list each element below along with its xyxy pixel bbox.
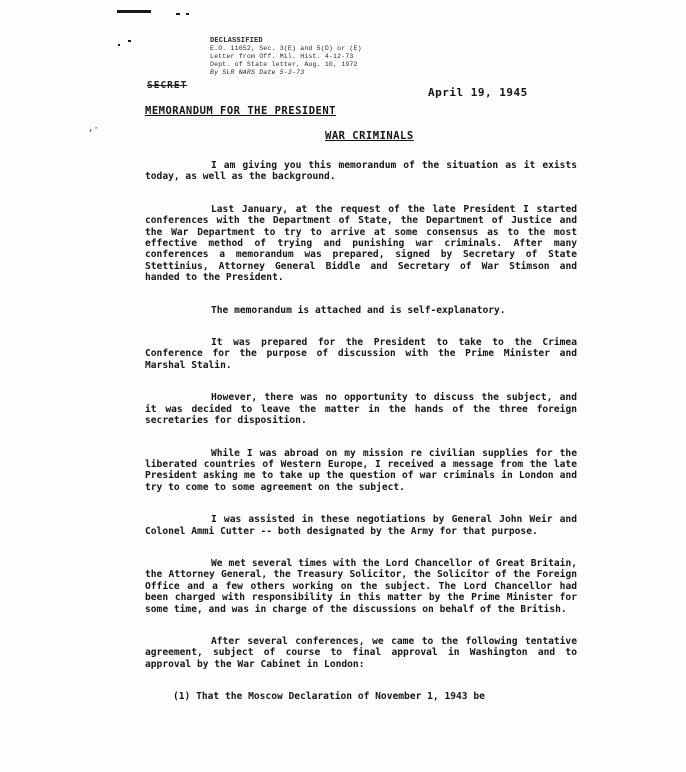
memo-body xyxy=(145,160,577,724)
stamp-line-3: Dept. of State letter, Aug. 10, 1972 xyxy=(210,61,358,68)
memo-subject: WAR CRIMINALS xyxy=(325,130,414,142)
stamp-line-4: By SLR NARS Date 5-3-73 xyxy=(210,69,305,76)
paragraph-6: While I was abroad on my mission re civilian supplies for the liberated countries of Western Europe, I received a message from the late President asking me to take up the question of war criminals in London and try to come to some agreement on the subject. xyxy=(145,447,577,493)
memo-date: April 19, 1945 xyxy=(428,86,528,99)
paragraph-3: The memorandum is attached and is self-explanatory. xyxy=(211,304,506,316)
filing-mark-dot xyxy=(186,13,189,15)
memo-header: MEMORANDUM FOR THE PRESIDENT xyxy=(145,105,337,117)
margin-dot xyxy=(128,40,131,42)
margin-tick: ,· xyxy=(88,124,99,134)
paragraph-1: I am giving you this memorandum of the situation as it exists today, as well as the background. xyxy=(145,160,577,183)
stamp-title: DECLASSIFIED xyxy=(210,37,263,45)
declassification-stamp xyxy=(210,37,370,77)
stamp-line-1: E.O. 11652, Sec. 3(E) and 5(D) or (E) xyxy=(210,45,362,52)
filing-mark-top-left xyxy=(117,10,151,13)
paragraph-10-numbered: (1) That the Moscow Declaration of November 1, 1943 be xyxy=(173,691,485,703)
paragraph-7: I was assisted in these negotiations by General John Weir and Colonel Ammi Cutter -- both designated by the Army for that purpose. xyxy=(145,514,577,537)
filing-mark-small xyxy=(176,13,180,15)
paragraph-5: However, there was no opportunity to discuss the subject, and it was decided to leave the matter in the hands of the three foreign secretaries for disposition. xyxy=(145,392,577,427)
paragraph-8: We met several times with the Lord Chancellor of Great Britain, the Attorney General, the Treasury Solicitor, the Solicitor of the Foreign Office and a few others working on the subject. The Lord Chancellor had been charged with responsibility in this matter by the Prime Minister for some time, and was in charge of the discussions on behalf of the British. xyxy=(145,557,577,615)
margin-dot-2 xyxy=(118,44,120,46)
paragraph-9: After several conferences, we came to the following tentative agreement, subject of course to final approval in Washington and to approval by the War Cabinet in London: xyxy=(145,635,577,670)
stamp-line-2: Letter from Off. Mil. Hist. 4-12-73 xyxy=(210,53,354,60)
classification-marking: SECRET xyxy=(147,80,188,91)
paragraph-2: Last January, at the request of the late President I started conferences with the Department of State, the Department of Justice and the War Department to try to arrive at some consensus as to the most effective method of trying and punishing war criminals. After many conferences a memorandum was prepared, signed by Secretary of State Stettinius, Attorney General Biddle and Secretary of War Stimson and handed to the President. xyxy=(145,203,577,284)
paragraph-4: It was prepared for the President to take to the Crimea Conference for the purpose of discussion with the Prime Minister and Marshal Stalin. xyxy=(145,337,577,371)
